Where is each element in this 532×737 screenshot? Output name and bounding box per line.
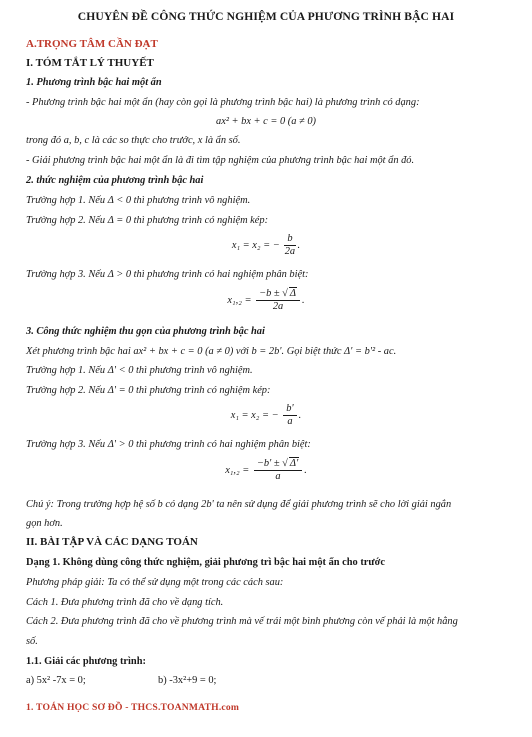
exercise-b: b) -3x²+9 = 0;	[158, 675, 217, 686]
d1-way-1: Cách 1. Đưa phương trình đã cho về dạng tích.	[26, 597, 224, 608]
s3-eq2-fraction	[283, 403, 296, 428]
exercise-a: a) 5x² -7x = 0;	[26, 675, 86, 686]
s2-eq2-fraction	[284, 233, 295, 258]
s1-definition: - Phương trình bậc hai một ẩn (hay còn gọi là phương trình bậc hai) là phương trình có dạng:	[26, 97, 420, 108]
note-line-1: Chú ý: Trong trường hợp hệ số b có dạng 2b' ta nên sử dụng để giải phương trình sẽ cho lời giải ngắn	[26, 499, 452, 510]
s2-case-1: Trường hợp 1. Nếu Δ < 0 thì phương trình vô nghiệm.	[26, 195, 251, 206]
s1-heading: 1. Phương trình bậc hai một ẩn	[26, 77, 162, 88]
d1-way-2-line-2: số.	[26, 636, 38, 647]
s2-eq3-left: x₁,₂ =	[227, 295, 252, 306]
s1-solve: - Giải phương trình bậc hai một ẩn là đi tìm tập nghiệm của phương trình bậc hai một ẩn đó.	[26, 155, 415, 166]
section-a-heading: A.TRỌNG TÂM CẦN ĐẠT	[26, 38, 158, 50]
s3-eq3-numerator: −b' ± √ Δ'	[254, 458, 302, 471]
s2-double-root-formula: x₁ = x₂ = − $\frac{b}{2a}$ .	[231, 233, 301, 258]
s3-eq2-left: x₁ = x₂ = −	[230, 410, 279, 421]
s3-case-2: Trường hợp 2. Nếu Δ' = 0 thì phương trình có nghiệm kép:	[26, 385, 271, 396]
s2-eq2-numerator: b	[284, 233, 295, 246]
d1-way-2-line-1: Cách 2. Đưa phương trình đã cho về phương trình mà vế trái một bình phương còn vế phải là một hằng	[26, 616, 458, 627]
s2-heading: 2. thức nghiệm của phương trình bậc hai	[26, 175, 204, 186]
s2-eq2-left: x₁ = x₂ = −	[231, 240, 280, 251]
s2-eq3-sqrt: Δ	[289, 288, 296, 300]
s2-eq3-fraction	[256, 288, 300, 313]
s3-eq3-sqrt: Δ'	[289, 458, 299, 470]
s1-equation: ax² + bx + c = 0 (a ≠ 0)	[216, 116, 316, 127]
s3-eq3-denominator: a	[275, 471, 281, 483]
exercise-heading	[26, 655, 506, 668]
s3-intro: Xét phương trình bậc hai ax² + bx + c = 0 (a ≠ 0) với b = 2b'. Gọi biệt thức Δ' = b'² - ac.	[26, 346, 397, 357]
exercise-heading-text: 1.1. Giải các phương trình:	[26, 656, 146, 667]
s2-eq3-denominator: 2a	[272, 301, 284, 313]
s2-eq3-numerator: −b ± √ Δ	[256, 288, 300, 301]
s2-case-2: Trường hợp 2. Nếu Δ = 0 thì phương trình có nghiệm kép:	[26, 215, 269, 226]
s2-eq3-num-prefix: −b ±	[259, 288, 283, 300]
note-line-2: gọn hơn.	[26, 518, 63, 529]
s3-eq2-denominator: a	[287, 416, 293, 428]
document-title: CHUYÊN ĐỀ CÔNG THỨC NGHIỆM CỦA PHƯƠNG TRÌNH BẬC HAI	[77, 10, 455, 23]
s3-two-roots-formula: x₁,₂ = $\frac{-b' \pm √ \Delta'}{a}$ .	[225, 458, 307, 483]
s3-eq3-left: x₁,₂ =	[225, 465, 250, 476]
s3-case-1: Trường hợp 1. Nếu Δ' < 0 thì phương trình vô nghiệm.	[26, 365, 253, 376]
s3-eq3-fraction	[254, 458, 302, 483]
s2-two-roots-formula: x₁,₂ = $\frac{-b \pm √ \Delta}{2a}$ .	[227, 288, 305, 313]
s3-heading: 3. Công thức nghiệm thu gọn của phương trình bậc hai	[26, 326, 265, 337]
s3-double-root-formula: x₁ = x₂ = − $\frac{b'}{a}$ .	[230, 403, 302, 428]
part-2-heading: II. BÀI TẬP VÀ CÁC DẠNG TOÁN	[26, 536, 198, 548]
s3-case-3: Trường hợp 3. Nếu Δ' > 0 thì phương trình có hai nghiệm phân biệt:	[26, 439, 311, 450]
d1-method: Phương pháp giải: Ta có thể sử dụng một trong các cách sau:	[26, 577, 284, 588]
s3-eq2-numerator: b'	[283, 403, 296, 416]
part-1-heading: I. TÓM TẮT LÝ THUYẾT	[26, 57, 154, 69]
s2-eq2-denominator: 2a	[284, 246, 296, 258]
d1-heading: Dạng 1. Không dùng công thức nghiệm, giải phương trì bậc hai một ẩn cho trước	[26, 557, 385, 568]
s3-eq3-num-prefix: −b' ±	[256, 458, 283, 470]
exercise-items	[26, 674, 506, 687]
s2-case-3: Trường hợp 3. Nếu Δ > 0 thì phương trình có hai nghiệm phân biệt:	[26, 269, 309, 280]
page-footer: 1. TOÁN HỌC SƠ ĐỒ - THCS.TOANMATH.com	[26, 702, 240, 713]
s1-where: trong đó a, b, c là các so thực cho trước, x là ẩn số.	[26, 135, 241, 146]
